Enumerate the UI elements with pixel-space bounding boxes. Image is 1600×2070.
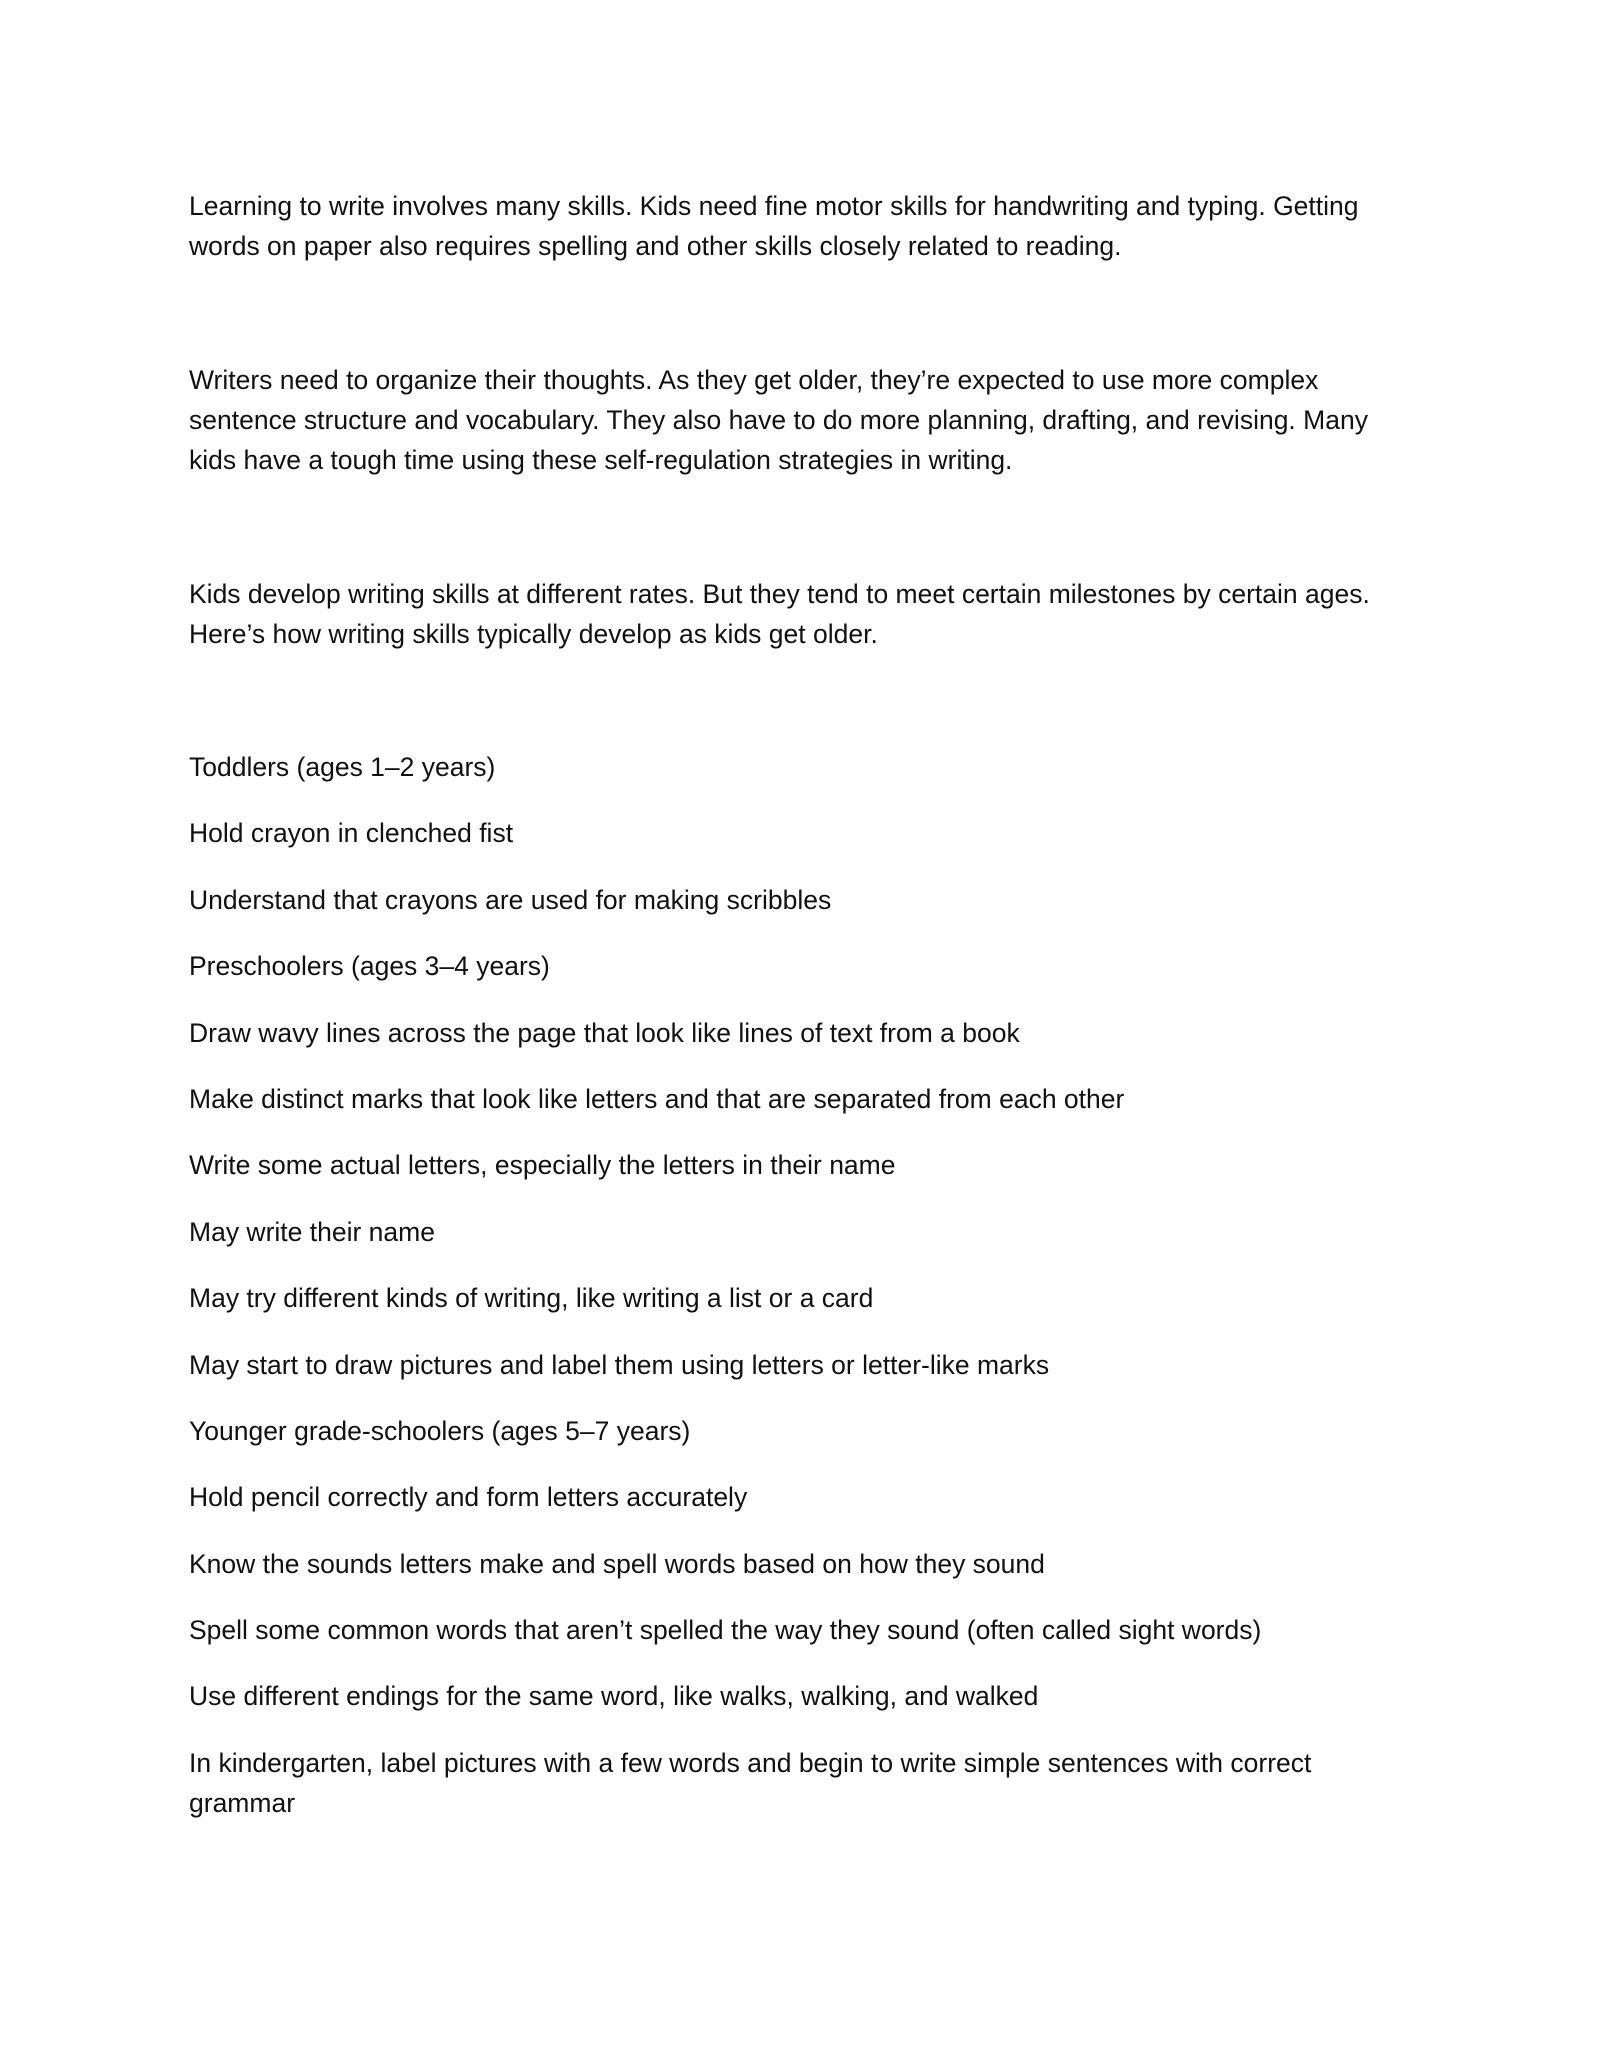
document-body (189, 186, 1419, 1849)
list-item: In kindergarten, label pictures with a few words and begin to write simple sentences with correct grammar (189, 1747, 1312, 1818)
list-item: Hold pencil correctly and form letters accurately (189, 1482, 748, 1513)
list-item: Use different endings for the same word, like walks, walking, and walked (189, 1681, 1039, 1712)
organization-paragraph: Writers need to organize their thoughts. As they get older, they’re expected to use more complex sentence structure and vocabulary. They also have to do more planning, drafting, and revising. Many kids have a tough time using these self-regulation strategies in writing. (189, 365, 1368, 475)
list-item: May try different kinds of writing, like writing a list or a card (189, 1283, 874, 1314)
list-item: May start to draw pictures and label them using letters or letter-like marks (189, 1349, 1050, 1380)
list-item: Know the sounds letters make and spell words based on how they sound (189, 1548, 1045, 1579)
list-item: Draw wavy lines across the page that look like lines of text from a book (189, 1017, 1020, 1048)
list-item: Spell some common words that aren’t spelled the way they sound (often called sight words) (189, 1615, 1262, 1646)
list-item: Make distinct marks that look like letters and that are separated from each other (189, 1083, 1125, 1114)
section-heading-toddlers: Toddlers (ages 1–2 years) (189, 752, 496, 782)
milestones-list (189, 747, 1419, 1823)
section-heading-younger-grade-schoolers: Younger grade-schoolers (ages 5–7 years) (189, 1415, 691, 1446)
section-heading-preschoolers: Preschoolers (ages 3–4 years) (189, 951, 550, 982)
list-item: Understand that crayons are used for making scribbles (189, 884, 832, 915)
milestones-paragraph: Kids develop writing skills at different rates. But they tend to meet certain milestones by certain ages. Here’s how writing skills typically develop as kids get older. (189, 579, 1370, 649)
list-item: May write their name (189, 1216, 435, 1247)
list-item: Write some actual letters, especially the letters in their name (189, 1150, 896, 1181)
list-item: Hold crayon in clenched fist (189, 818, 514, 849)
intro-paragraph: Learning to write involves many skills. Kids need fine motor skills for handwriting and typing. Getting words on paper also requires spelling and other skills closely related to reading. (189, 191, 1359, 261)
